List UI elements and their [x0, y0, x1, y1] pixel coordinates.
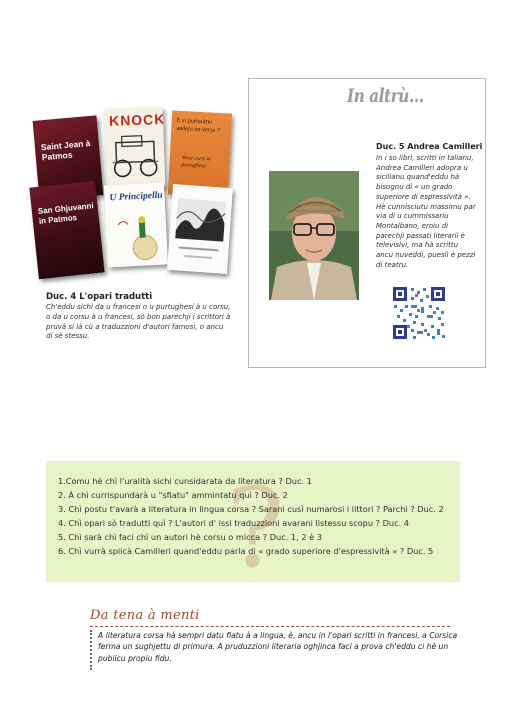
question-3: 3. Chì postu t'avarà a literatura in lingua corsa ? Sarani cusì numarosi i littori ? Parchì ? Duc. 2	[58, 504, 444, 514]
question-1: 1.Comu hè chì l'uralità sichi cunsidarata da literatura ? Duc. 1	[58, 476, 312, 486]
question-mark-decoration: ?	[226, 464, 285, 592]
book-subtitle-versi: Versi corsi in purtughese	[181, 155, 211, 170]
camilleri-photo	[269, 171, 359, 300]
question-5: 5. Chì sarà chì faci chì un autori hè corsu o micca ? Duc. 1, 2 è 3	[58, 532, 323, 542]
doc4-title: Duc. 4 L'opari tradutti	[46, 292, 153, 302]
book-cover-principellu	[104, 182, 168, 267]
little-prince-illustration	[105, 210, 168, 263]
book-cover-knock	[105, 107, 166, 189]
tena-text: A literatura corsa hà sempri datu fiatu à a lingua, è, ancu in l'opari scritti in francesi, a Corsica ferma un sughjettu di primura. A pruduzzioni literaria oghjinca faci a prova ch'eddu ci hè un publicu propiu fidu.	[98, 631, 458, 663]
qr-code[interactable]	[391, 285, 447, 341]
book-cover-san-ghjuvanni	[29, 181, 104, 279]
question-2: 2. À chì currispundarà u "sfiatu" ammintatu quì ? Duc. 2	[58, 490, 288, 500]
tena-divider	[90, 626, 450, 627]
tena-title: Da tena à menti	[90, 608, 200, 623]
question-6: 6. Chì vurrà spiicà Camilleri quand'eddu parla di « grado superiore d'espressività » ? Duc. 5	[58, 546, 434, 556]
in-altru-panel	[248, 78, 486, 368]
book-cover-versi-corsi	[167, 184, 233, 274]
doc5-text: In i so libri, scritti in talianu, Andrea Camilleri adopra u sicilianu quand'eddu hà bisognu di « un grado superiore di espressività ». Hè cunnisciutu massimu par via di u cummissariu Montalbano, eroiu di parechji passati literarii è televisivi, ma hà scrittu ancu nuveddi, pueslì è pezzi di teatru.	[376, 154, 476, 269]
doc5-title: Duc. 5 Andrea Camilleri	[376, 142, 483, 151]
questions-box	[46, 461, 460, 592]
question-4: 4. Chì opari sò tradutti quì ? L'autori d' issi traduzzioni avarani listessu scopu ? Duc. 4	[58, 518, 410, 528]
book-title-knock: KNOCK	[108, 110, 166, 129]
car-illustration	[105, 131, 165, 187]
book-title-principellu: U Principellu	[109, 190, 163, 204]
wave-illustration	[167, 184, 233, 274]
book-title-saint-jean: Saint Jean à Patmos	[40, 138, 91, 163]
tena-side-border	[90, 630, 92, 670]
panel-heading: In altrù...	[347, 85, 424, 107]
doc4-text: Ch'eddu sichi da u francesi o u purtughesi à u corsu, o da u corsu à u francesi, sò bon parechji i scrittori à pruvà si là cù a traduzzioni d'autori famosi, o ancu di sè stessu.	[46, 303, 231, 341]
book-title-san-ghjuvanni: San Ghjuvanni in Patmos	[37, 201, 95, 226]
book-title-purissimu: E si purissimu andeju un versu ?	[176, 116, 220, 134]
